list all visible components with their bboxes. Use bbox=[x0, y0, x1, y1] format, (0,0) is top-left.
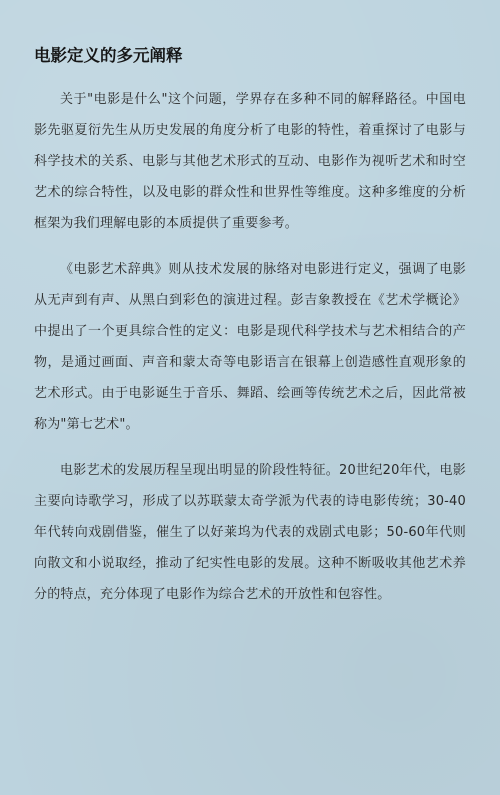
paragraph-2: 《电影艺术辞典》则从技术发展的脉络对电影进行定义，强调了电影从无声到有声、从黑白到彩色的演进过程。彭吉象教授在《艺术学概论》中提出了一个更具综合性的定义：电影是现代科学技术与艺术相结合的产物，是通过画面、声音和蒙太奇等电影语言在银幕上创造感性直观形象的艺术形式。由于电影诞生于音乐、舞蹈、绘画等传统艺术之后，因此常被称为"第七艺术"。 bbox=[34, 262, 466, 432]
document-title: 电影定义的多元阐释 bbox=[34, 46, 183, 65]
paragraph-1: 关于"电影是什么"这个问题，学界存在多种不同的解释路径。中国电影先驱夏衍先生从历史发展的角度分析了电影的特性，着重探讨了电影与科学技术的关系、电影与其他艺术形式的互动、电影作为视听艺术和时空艺术的综合特性，以及电影的群众性和世界性等维度。这种多维度的分析框架为我们理解电影的本质提供了重要参考。 bbox=[34, 92, 466, 231]
paragraph-3: 电影艺术的发展历程呈现出明显的阶段性特征。20世纪20年代，电影主要向诗歌学习，形成了以苏联蒙太奇学派为代表的诗电影传统；30-40年代转向戏剧借鉴，催生了以好莱坞为代表的戏剧式电影；50-60年代则向散文和小说取经，推动了纪实性电影的发展。这种不断吸收其他艺术养分的特点，充分体现了电影作为综合艺术的开放性和包容性。 bbox=[34, 463, 466, 602]
